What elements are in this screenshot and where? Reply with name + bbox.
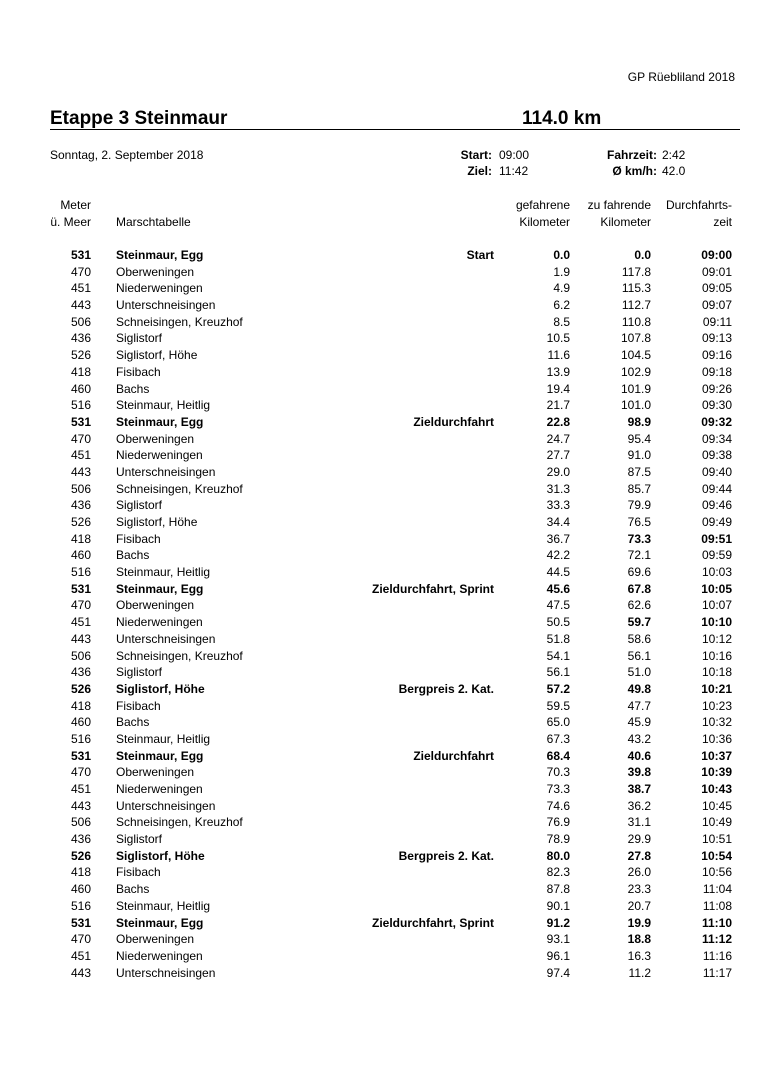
elevation-cell: 418 [70,364,91,379]
passage-time-cell: 10:51 [701,832,732,847]
elevation-cell: 418 [70,698,91,713]
note-cell: Start [466,248,494,262]
passage-time-cell: 09:59 [701,548,732,563]
location-cell: Steinmaur, Heitlig [116,565,211,580]
elevation-cell: 516 [70,731,91,746]
location-cell: Steinmaur, Heitlig [116,898,211,913]
km-remaining-cell: 49.8 [627,681,651,696]
elevation-cell: 443 [70,631,91,646]
table-row [0,364,763,381]
km-remaining-cell: 18.8 [627,932,651,947]
table-row [0,898,763,915]
col-zufahrende-header [588,197,651,231]
location-cell: Siglistorf, Höhe [116,848,205,863]
elevation-cell: 531 [70,414,91,429]
km-done-cell: 0.0 [553,248,570,262]
location-cell: Unterschneisingen [116,464,216,479]
km-done-cell: 13.9 [546,364,570,379]
passage-time-cell: 10:43 [701,782,732,796]
location-cell: Siglistorf [116,331,163,346]
passage-time-cell: 09:18 [701,364,732,379]
table-row [0,814,763,831]
km-done-cell: 67.3 [546,731,570,746]
elevation-cell: 460 [70,381,91,396]
km-remaining-cell: 62.6 [627,598,651,613]
note-cell: Zieldurchfahrt, Sprint [371,581,494,596]
elevation-cell: 443 [70,298,91,313]
table-row [0,581,763,598]
km-remaining-cell: 0.0 [634,248,651,262]
km-done-cell: 29.0 [546,464,570,479]
location-cell: Schneisingen, Kreuzhof [116,815,243,830]
elevation-cell: 418 [70,531,91,546]
km-remaining-cell: 31.1 [627,815,651,830]
km-remaining-cell: 115.3 [621,281,651,296]
passage-time-cell: 11:04 [702,882,732,897]
table-row [0,414,763,431]
passage-time-cell: 11:16 [702,948,732,963]
elevation-cell: 470 [70,765,91,780]
table-row [0,864,763,881]
km-remaining-cell: 91.0 [627,448,651,463]
km-done-cell: 51.8 [546,631,570,646]
km-done-cell: 24.7 [546,431,570,446]
km-remaining-cell: 85.7 [627,481,651,496]
stage-title: Etappe 3 Steinmaur [50,108,228,129]
km-remaining-cell: 39.8 [627,765,651,780]
elevation-cell: 506 [70,481,91,496]
table-row [0,431,763,448]
km-done-cell: 96.1 [546,948,570,963]
passage-time-cell: 10:16 [701,648,732,663]
km-done-cell: 68.4 [546,748,570,763]
km-remaining-cell: 117.8 [621,264,651,279]
passage-time-cell: 10:32 [701,715,732,730]
km-remaining-cell: 59.7 [627,615,651,630]
passage-time-cell: 10:49 [701,815,732,830]
passage-time-cell: 10:07 [701,598,732,613]
elevation-cell: 451 [70,448,91,463]
location-cell: Siglistorf [116,498,163,513]
elevation-cell: 526 [70,348,91,363]
km-done-cell: 97.4 [546,965,570,980]
passage-time-cell: 10:54 [701,848,732,863]
km-remaining-cell: 40.6 [627,748,651,763]
table-row [0,781,763,798]
km-remaining-cell: 11.2 [628,965,651,980]
passage-time-cell: 09:26 [701,381,732,396]
stage-date: Sonntag, 2. September 2018 [50,148,204,162]
km-done-cell: 54.1 [546,648,570,663]
km-done-cell: 70.3 [546,765,570,780]
elevation-cell: 470 [70,431,91,446]
elevation-cell: 506 [70,648,91,663]
km-done-cell: 59.5 [546,698,570,713]
elevation-cell: 443 [70,464,91,479]
table-row [0,698,763,715]
location-cell: Schneisingen, Kreuzhof [116,648,243,663]
km-remaining-cell: 27.8 [627,848,651,863]
location-cell: Unterschneisingen [116,965,216,980]
table-row [0,798,763,815]
table-row [0,731,763,748]
table-row [0,497,763,514]
location-cell: Oberweningen [116,932,195,947]
location-cell: Siglistorf, Höhe [116,681,205,696]
table-row [0,314,763,331]
elevation-cell: 506 [70,815,91,830]
km-done-cell: 36.7 [546,531,570,546]
table-row [0,514,763,531]
elevation-cell: 436 [70,498,91,513]
km-remaining-cell: 51.0 [627,665,651,680]
passage-time-cell: 09:16 [701,348,732,363]
passage-time-cell: 10:45 [701,798,732,813]
table-row [0,347,763,364]
location-cell: Steinmaur, Egg [116,581,204,596]
km-done-cell: 74.6 [546,798,570,813]
table-row [0,664,763,681]
col-gef-line1: gefahrene [515,198,570,212]
passage-time-cell: 09:51 [701,531,732,546]
elevation-cell: 436 [70,331,91,346]
location-cell: Bachs [116,381,150,396]
km-remaining-cell: 69.6 [627,565,651,580]
passage-time-cell: 09:49 [701,515,732,529]
km-done-cell: 27.7 [546,448,570,463]
table-row [0,330,763,347]
passage-time-cell: 10:37 [701,748,732,763]
km-done-cell: 90.1 [546,898,570,913]
table-row [0,714,763,731]
passage-time-cell: 09:01 [701,264,732,279]
elevation-cell: 451 [70,782,91,796]
km-remaining-cell: 67.8 [627,581,651,596]
kmh-label: Ø km/h: [612,164,657,178]
km-remaining-cell: 76.5 [627,515,651,529]
note-cell: Bergpreis 2. Kat. [398,848,494,863]
elevation-cell: 526 [70,848,91,863]
location-cell: Unterschneisingen [116,298,216,313]
passage-time-cell: 09:00 [701,248,732,262]
passage-time-cell: 10:05 [701,581,732,596]
col-zeit-header [666,197,732,231]
location-cell: Oberweningen [116,765,195,780]
note-cell: Zieldurchfahrt [413,414,494,429]
location-cell: Fisibach [116,531,161,546]
location-cell: Oberweningen [116,598,195,613]
km-done-cell: 82.3 [546,865,570,880]
location-cell: Siglistorf [116,665,163,680]
elevation-cell: 436 [70,832,91,847]
col-gefahrene-header [516,197,570,231]
elevation-cell: 470 [70,598,91,613]
note-cell: Zieldurchfahrt [413,748,494,763]
km-done-cell: 57.2 [546,681,570,696]
passage-time-cell: 10:21 [701,681,732,696]
location-cell: Niederweningen [116,448,203,463]
km-remaining-cell: 102.9 [620,364,651,379]
km-done-cell: 73.3 [546,782,570,796]
km-done-cell: 4.9 [553,281,570,296]
km-done-cell: 93.1 [546,932,570,947]
start-label: Start: [460,148,492,162]
location-cell: Oberweningen [116,431,195,446]
passage-time-cell: 09:13 [701,331,732,346]
location-cell: Bachs [116,548,150,563]
col-zeit-line1: Durchfahrts- [665,198,732,212]
table-row [0,481,763,498]
location-cell: Oberweningen [116,264,195,279]
km-done-cell: 76.9 [546,815,570,830]
passage-time-cell: 09:46 [701,498,732,513]
km-remaining-cell: 23.3 [627,882,651,897]
km-done-cell: 19.4 [546,381,570,396]
km-done-cell: 22.8 [546,414,570,429]
km-done-cell: 80.0 [546,848,570,863]
km-remaining-cell: 95.4 [627,431,651,446]
passage-time-cell: 10:18 [701,665,732,680]
table-row [0,280,763,297]
passage-time-cell: 09:44 [701,481,732,496]
location-cell: Steinmaur, Egg [116,248,204,262]
location-cell: Niederweningen [116,281,203,296]
km-remaining-cell: 73.3 [627,531,651,546]
km-remaining-cell: 107.8 [620,331,651,346]
elevation-cell: 460 [70,715,91,730]
location-cell: Siglistorf [116,832,163,847]
km-remaining-cell: 19.9 [627,915,651,930]
ziel-value: 11:42 [499,164,529,178]
col-meter-line1: Meter [60,198,91,212]
table-row [0,831,763,848]
elevation-cell: 436 [70,665,91,680]
km-done-cell: 31.3 [546,481,570,496]
fahrzeit-label: Fahrzeit: [606,148,657,162]
km-done-cell: 1.9 [553,264,570,279]
passage-time-cell: 11:08 [702,898,732,913]
passage-time-cell: 10:12 [701,631,732,646]
elevation-cell: 531 [70,248,91,262]
km-done-cell: 21.7 [546,398,570,413]
location-cell: Unterschneisingen [116,798,216,813]
km-remaining-cell: 47.7 [627,698,651,713]
km-done-cell: 6.2 [553,298,570,313]
table-row [0,948,763,965]
location-cell: Unterschneisingen [116,631,216,646]
table-row [0,564,763,581]
table-row [0,447,763,464]
table-row [0,614,763,631]
passage-time-cell: 10:23 [701,698,732,713]
elevation-cell: 418 [70,865,91,880]
table-row [0,397,763,414]
table-row [0,881,763,898]
elevation-cell: 451 [70,948,91,963]
elevation-cell: 531 [70,915,91,930]
location-cell: Niederweningen [116,615,203,630]
km-remaining-cell: 101.0 [620,398,651,413]
passage-time-cell: 09:40 [701,464,732,479]
col-zu-line2: Kilometer [600,215,651,229]
elevation-cell: 506 [70,314,91,329]
km-remaining-cell: 56.1 [627,648,651,663]
table-row [0,748,763,765]
km-remaining-cell: 58.6 [627,631,651,646]
elevation-cell: 470 [70,264,91,279]
km-done-cell: 42.2 [546,548,570,563]
elevation-cell: 516 [70,398,91,413]
elevation-cell: 526 [70,515,91,529]
location-cell: Niederweningen [116,948,203,963]
km-remaining-cell: 104.5 [620,348,651,363]
elevation-cell: 451 [70,281,91,296]
location-cell: Siglistorf, Höhe [116,348,198,363]
location-cell: Steinmaur, Egg [116,748,204,763]
passage-time-cell: 09:05 [701,281,732,296]
table-row [0,931,763,948]
col-name-header: Marschtabelle [116,215,191,229]
location-cell: Steinmaur, Egg [116,915,204,930]
passage-time-cell: 11:12 [701,932,732,947]
location-cell: Niederweningen [116,782,203,796]
km-remaining-cell: 45.9 [627,715,651,730]
location-cell: Schneisingen, Kreuzhof [116,481,243,496]
elevation-cell: 531 [70,748,91,763]
km-remaining-cell: 43.2 [627,731,651,746]
table-row [0,915,763,932]
elevation-cell: 516 [70,565,91,580]
km-done-cell: 56.1 [546,665,570,680]
km-done-cell: 34.4 [546,515,570,529]
km-remaining-cell: 101.9 [620,381,651,396]
table-row [0,247,763,264]
passage-time-cell: 11:10 [701,915,732,930]
elevation-cell: 516 [70,898,91,913]
passage-time-cell: 09:30 [701,398,732,413]
table-row [0,264,763,281]
table-row [0,297,763,314]
location-cell: Bachs [116,882,150,897]
elevation-cell: 451 [70,615,91,630]
passage-time-cell: 10:39 [701,765,732,780]
passage-time-cell: 09:32 [701,414,732,429]
location-cell: Schneisingen, Kreuzhof [116,314,243,329]
km-remaining-cell: 36.2 [627,798,651,813]
location-cell: Steinmaur, Egg [116,414,204,429]
passage-time-cell: 11:17 [702,965,732,980]
km-remaining-cell: 26.0 [627,865,651,880]
elevation-cell: 443 [70,965,91,980]
location-cell: Bachs [116,715,150,730]
table-row [0,848,763,865]
passage-time-cell: 10:10 [701,615,732,630]
col-gef-line2: Kilometer [519,215,570,229]
km-remaining-cell: 20.7 [627,898,651,913]
km-done-cell: 45.6 [546,581,570,596]
table-row [0,631,763,648]
km-done-cell: 44.5 [546,565,570,580]
table-row [0,764,763,781]
col-zeit-line2: zeit [713,215,732,229]
km-remaining-cell: 112.7 [621,298,651,313]
schedule-table [0,247,763,981]
km-done-cell: 50.5 [546,615,570,630]
km-done-cell: 65.0 [546,715,570,730]
event-name: GP Rüebliland 2018 [627,70,735,84]
passage-time-cell: 09:38 [701,448,732,463]
km-remaining-cell: 29.9 [627,832,651,847]
ziel-label: Ziel: [467,164,492,178]
start-value: 09:00 [499,148,530,162]
col-zu-line1: zu fahrende [587,198,651,212]
location-cell: Fisibach [116,364,161,379]
elevation-cell: 460 [70,882,91,897]
kmh-value: 42.0 [662,164,686,178]
table-row [0,381,763,398]
location-cell: Steinmaur, Heitlig [116,398,211,413]
elevation-cell: 526 [70,681,91,696]
table-row [0,965,763,982]
km-done-cell: 11.6 [547,348,570,363]
table-row [0,464,763,481]
stage-distance: 114.0 km [522,108,602,129]
km-remaining-cell: 16.3 [627,948,651,963]
table-row [0,597,763,614]
note-cell: Bergpreis 2. Kat. [398,681,494,696]
passage-time-cell: 10:03 [701,565,732,580]
km-done-cell: 87.8 [546,882,570,897]
table-row [0,681,763,698]
passage-time-cell: 09:11 [702,314,732,329]
passage-time-cell: 09:07 [701,298,732,313]
elevation-cell: 470 [70,932,91,947]
km-remaining-cell: 110.8 [621,314,651,329]
km-done-cell: 33.3 [546,498,570,513]
location-cell: Fisibach [116,698,161,713]
km-remaining-cell: 87.5 [627,464,651,479]
km-done-cell: 78.9 [546,832,570,847]
km-remaining-cell: 98.9 [627,414,651,429]
table-row [0,531,763,548]
km-remaining-cell: 72.1 [627,548,651,563]
km-done-cell: 47.5 [546,598,570,613]
col-meter-header [50,197,91,231]
elevation-cell: 531 [70,581,91,596]
note-cell: Zieldurchfahrt, Sprint [371,915,494,930]
passage-time-cell: 10:36 [701,731,732,746]
elevation-cell: 443 [70,798,91,813]
elevation-cell: 460 [70,548,91,563]
fahrzeit-value: 2:42 [662,148,686,162]
km-done-cell: 91.2 [546,915,570,930]
table-row [0,547,763,564]
km-remaining-cell: 38.7 [627,782,651,796]
passage-time-cell: 09:34 [701,431,732,446]
col-meter-line2: ü. Meer [50,215,91,229]
location-cell: Siglistorf, Höhe [116,515,198,529]
location-cell: Fisibach [116,865,161,880]
km-remaining-cell: 79.9 [627,498,651,513]
table-row [0,648,763,665]
passage-time-cell: 10:56 [701,865,732,880]
km-done-cell: 10.5 [546,331,570,346]
title-rule [50,129,740,130]
location-cell: Steinmaur, Heitlig [116,731,211,746]
km-done-cell: 8.5 [553,314,570,329]
